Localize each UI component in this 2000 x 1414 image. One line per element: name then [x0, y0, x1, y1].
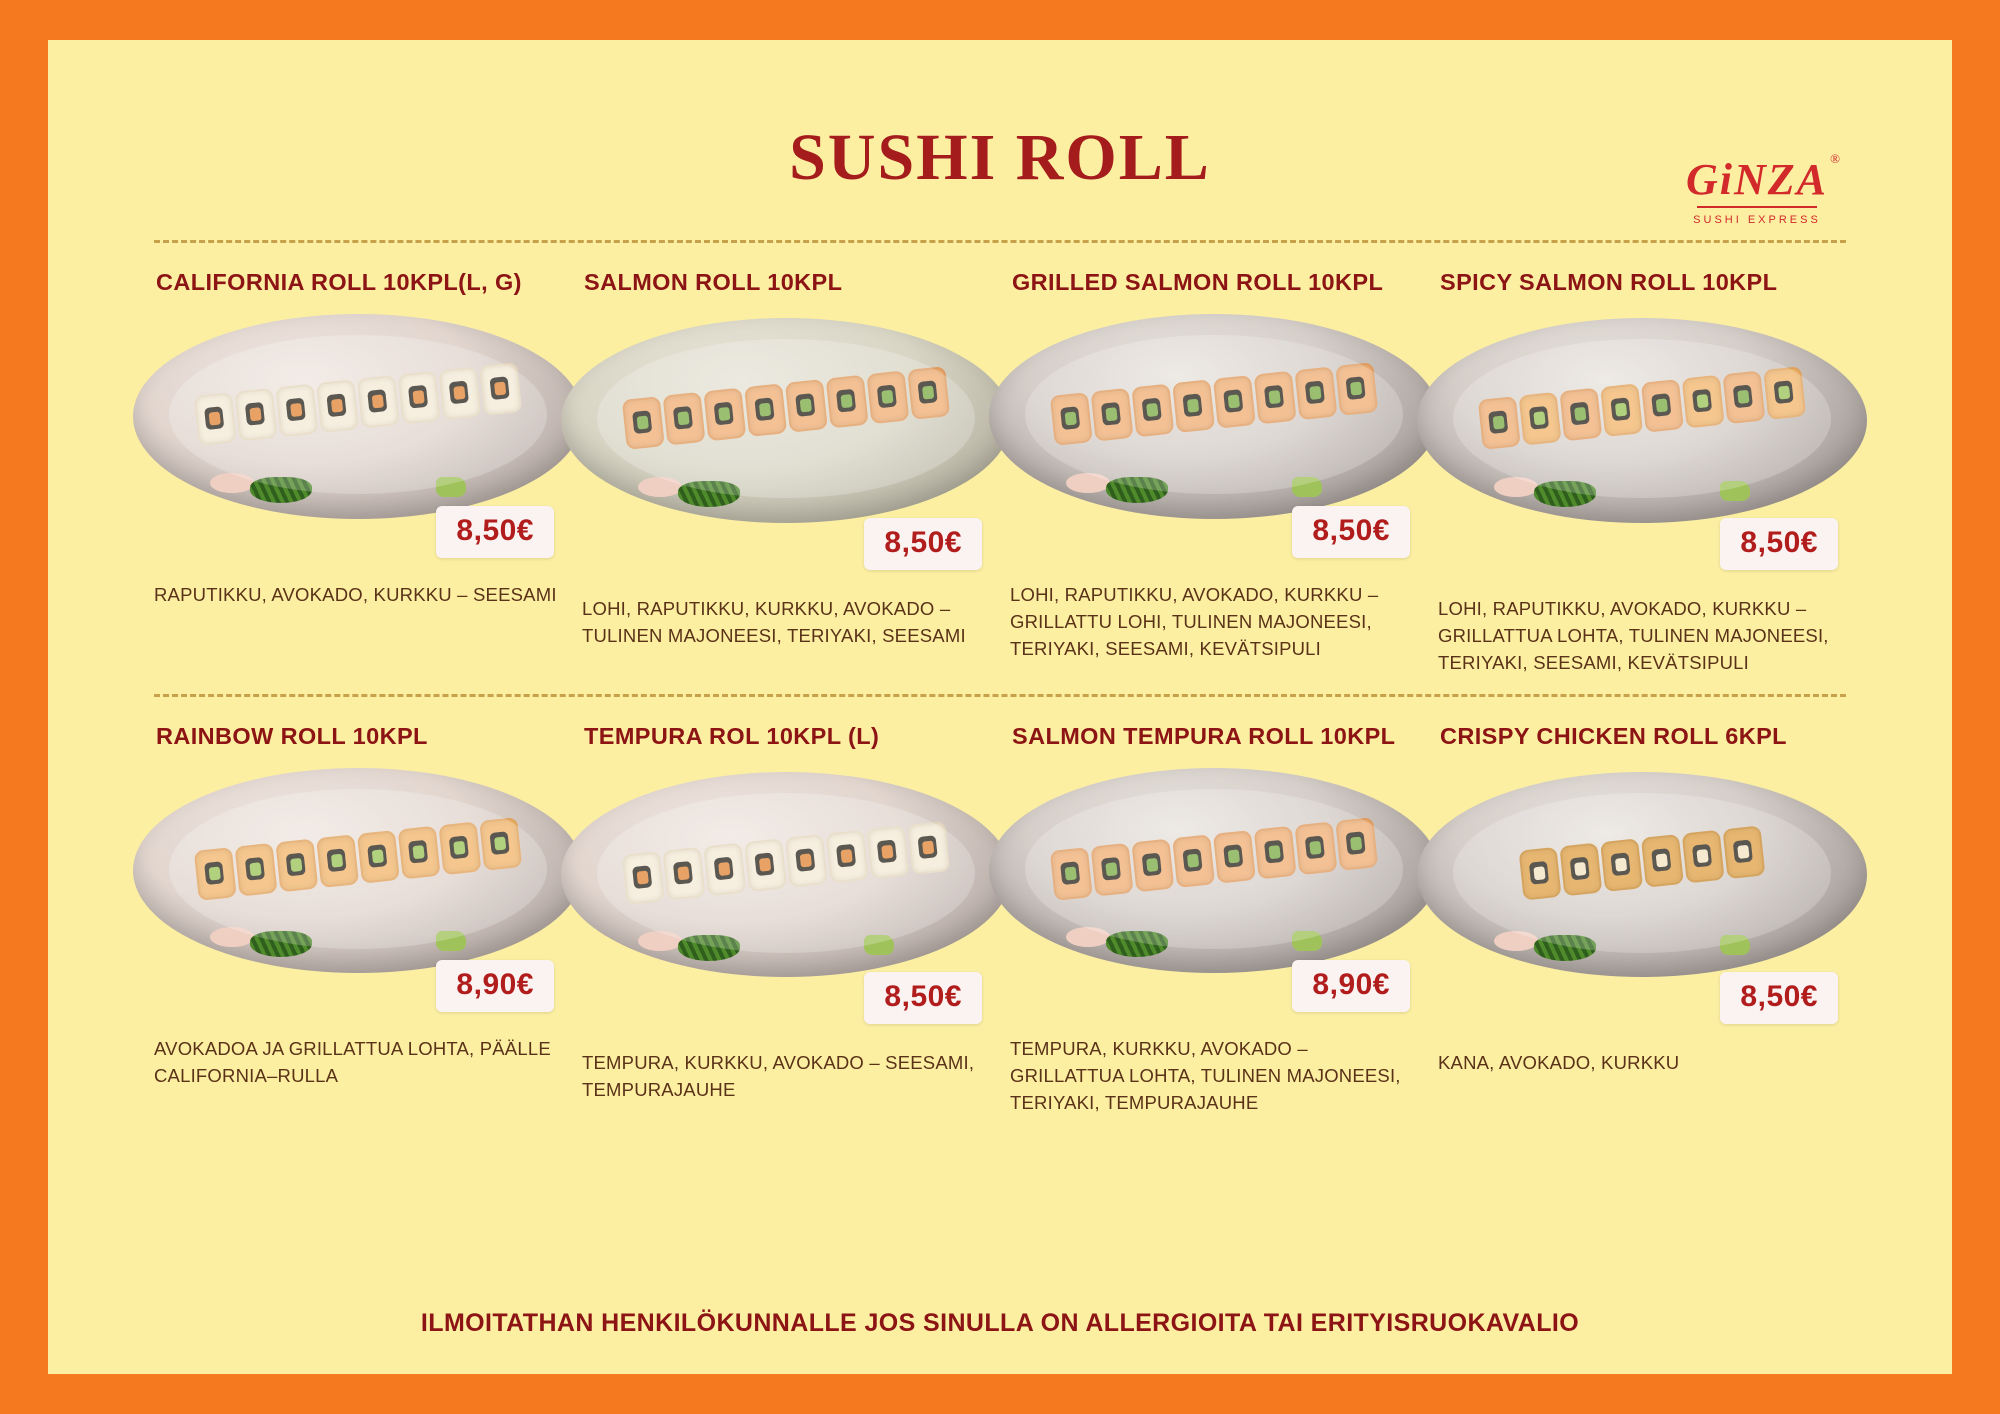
seaweed-garnish-icon [678, 481, 740, 507]
brand-logo [1672, 151, 1842, 226]
item-photo [1010, 756, 1418, 1006]
wasabi-garnish-icon [1720, 481, 1750, 501]
seaweed-garnish-icon [1534, 935, 1596, 961]
sushi-rolls-graphic [1050, 817, 1378, 901]
ginger-garnish-icon [638, 477, 682, 497]
item-price: 8,50€ [1720, 972, 1838, 1024]
item-title: SPICY SALMON ROLL 10KPL [1440, 269, 1778, 295]
brand-name [1686, 151, 1842, 204]
item-price: 8,50€ [1292, 506, 1410, 558]
item-price: 8,90€ [1292, 960, 1410, 1012]
seaweed-garnish-icon [678, 935, 740, 961]
plate-image [989, 314, 1439, 519]
sushi-rolls-graphic [622, 821, 950, 905]
item-photo [154, 302, 562, 552]
spring-onion-garnish-icon [1106, 477, 1168, 503]
ginger-garnish-icon [638, 931, 682, 951]
item-description: TEMPURA, KURKKU, AVOKADO – SEESAMI, TEMPURAJAUHE [582, 1052, 975, 1101]
plate-image [1417, 772, 1867, 977]
item-title: RAINBOW ROLL 10KPL [156, 723, 428, 750]
brand-tagline: SUSHI EXPRESS [1693, 214, 1821, 226]
wasabi-garnish-icon [1720, 935, 1750, 955]
seaweed-garnish-icon [250, 477, 312, 503]
plate-image [1417, 318, 1867, 523]
item-price: 8,50€ [436, 506, 554, 558]
item-description: LOHI, RAPUTIKKU, KURKKU, AVOKADO – TULINEN MAJONEESI, TERIYAKI, SEESAMI [582, 598, 966, 646]
ginger-garnish-icon [1066, 927, 1110, 947]
item-title: SALMON ROLL 10KPL [584, 269, 843, 295]
item-title: TEMPURA ROL 10KPL (L) [584, 723, 880, 750]
plate-image [989, 768, 1439, 973]
wasabi-garnish-icon [1292, 477, 1322, 497]
item-photo [1010, 302, 1418, 552]
ginger-garnish-icon [1494, 931, 1538, 951]
logo-divider [1697, 206, 1817, 208]
item-description: LOHI, RAPUTIKKU, AVOKADO, KURKKU – GRILLATTUA LOHTA, TULINEN MAJONEESI, TERIYAKI, SEESAMI, KEVÄTSIPULI [1438, 598, 1829, 673]
sushi-rolls-graphic [1478, 366, 1806, 450]
item-photo [154, 756, 562, 1006]
item-title: CRISPY CHICKEN ROLL 6KPL [1440, 723, 1787, 750]
menu-item-california-roll[interactable] [144, 243, 572, 676]
registered-mark-icon: ® [1830, 151, 1842, 166]
menu-item-spicy-salmon-roll[interactable] [1428, 243, 1856, 676]
ginger-garnish-icon [210, 473, 254, 493]
item-price: 8,50€ [864, 518, 982, 570]
menu-row-1 [48, 243, 1952, 676]
item-description: AVOKADOA JA GRILLATTUA LOHTA, PÄÄLLE CALIFORNIA–RULLA [154, 1038, 551, 1087]
seaweed-garnish-icon [1106, 931, 1168, 957]
brand-text: GiNZA [1686, 155, 1828, 204]
item-title: CALIFORNIA ROLL 10KPL(L, G) [156, 269, 522, 295]
item-description: RAPUTIKKU, AVOKADO, KURKKU – SEESAMI [154, 584, 557, 606]
ginger-garnish-icon [1494, 477, 1538, 497]
plate-image [133, 314, 583, 519]
menu-item-rainbow-roll[interactable] [144, 697, 572, 1116]
poster-header [48, 40, 1952, 240]
plate-image [133, 768, 583, 973]
item-title: GRILLED SALMON ROLL 10KPL [1012, 269, 1384, 295]
menu-item-salmon-tempura-roll[interactable] [1000, 697, 1428, 1116]
plate-image [561, 318, 1011, 523]
item-photo [582, 760, 990, 1014]
plate-image [561, 772, 1011, 977]
item-title: SALMON TEMPURA ROLL 10KPL [1012, 723, 1396, 750]
menu-row-2 [48, 697, 1952, 1116]
item-price: 8,50€ [864, 972, 982, 1024]
menu-poster [48, 40, 1952, 1374]
seaweed-garnish-icon [1534, 481, 1596, 507]
item-description: LOHI, RAPUTIKKU, AVOKADO, KURKKU – GRILLATTU LOHI, TULINEN MAJONEESI, TERIYAKI, SEESAMI, KEVÄTSIPULI [1010, 584, 1379, 659]
ginger-garnish-icon [1066, 473, 1110, 493]
item-description: TEMPURA, KURKKU, AVOKADO – GRILLATTUA LOHTA, TULINEN MAJONEESI, TERIYAKI, TEMPURAJAUHE [1010, 1038, 1401, 1114]
item-photo [1438, 306, 1846, 560]
wasabi-garnish-icon [436, 931, 466, 951]
sushi-rolls-graphic [194, 362, 522, 446]
item-photo [582, 306, 990, 560]
menu-item-grilled-salmon-roll[interactable] [1000, 243, 1428, 676]
sushi-rolls-graphic [1050, 362, 1378, 446]
item-photo [1438, 760, 1846, 1014]
item-description: KANA, AVOKADO, KURKKU [1438, 1052, 1680, 1074]
wasabi-garnish-icon [1292, 931, 1322, 951]
sushi-rolls-graphic [194, 817, 522, 901]
seaweed-garnish-icon [250, 931, 312, 957]
page-title: SUSHI ROLL [789, 121, 1211, 194]
wasabi-garnish-icon [864, 935, 894, 955]
menu-item-tempura-roll[interactable] [572, 697, 1000, 1116]
sushi-rolls-graphic [1519, 825, 1766, 900]
menu-item-salmon-roll[interactable] [572, 243, 1000, 676]
sushi-rolls-graphic [622, 366, 950, 450]
menu-item-crispy-chicken-roll[interactable] [1428, 697, 1856, 1116]
wasabi-garnish-icon [436, 477, 466, 497]
allergy-note: ILMOITATHAN HENKILÖKUNNALLE JOS SINULLA ON ALLERGIOITA TAI ERITYISRUOKAVALIO [420, 1309, 1580, 1337]
item-price: 8,90€ [436, 960, 554, 1012]
item-price: 8,50€ [1720, 518, 1838, 570]
ginger-garnish-icon [210, 927, 254, 947]
